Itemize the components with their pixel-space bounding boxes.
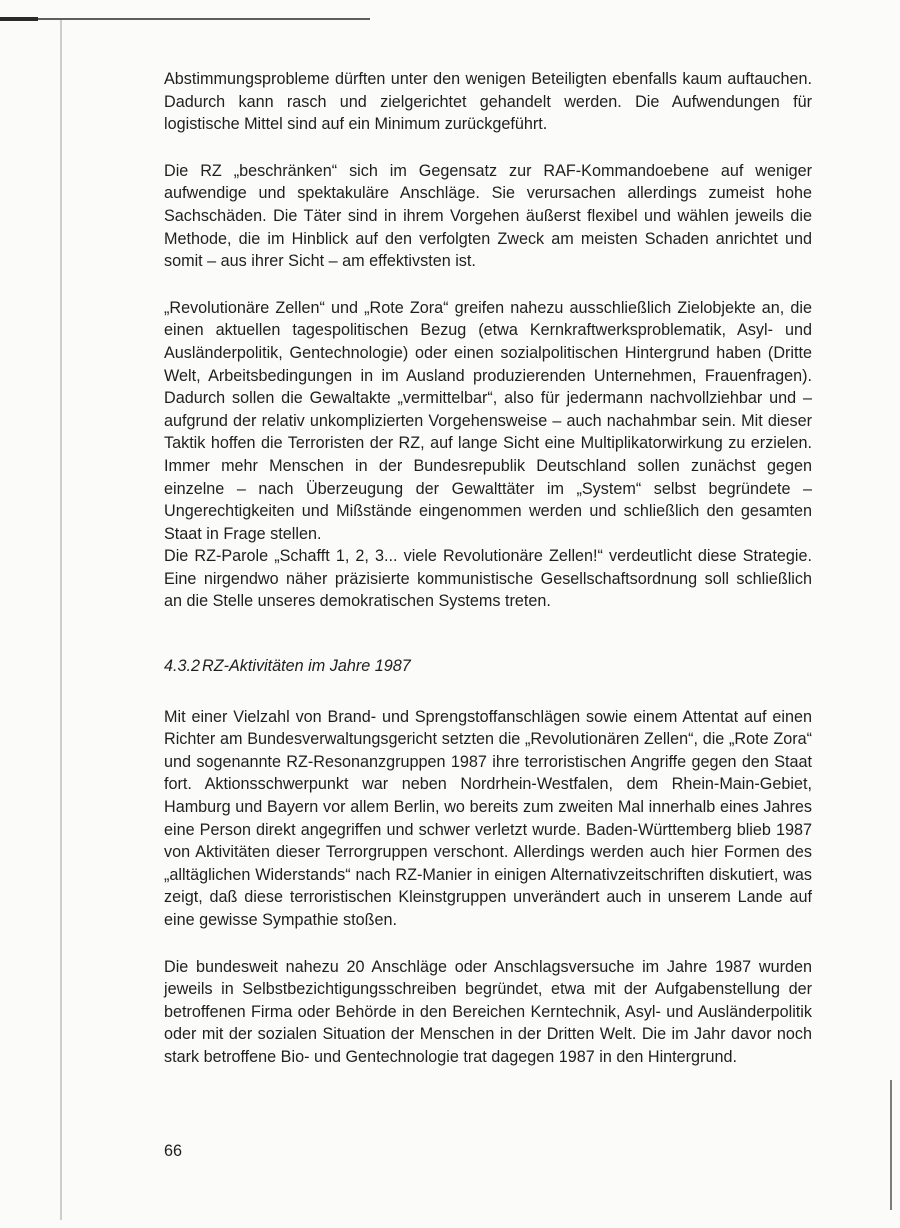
paragraph: Die bundesweit nahezu 20 Anschläge oder Anschlagsversuche im Jahre 1987 wurden jeweils in Selbstbezichtigungsschreiben begründet, etwa mit der Aufgabenstellung der betroffenen Firma oder Behörde in den Bereichen Kerntechnik, Asyl- und Ausländerpolitik oder mit der sozialen Situation der Menschen in der Dritten Welt. Die im Jahr davor noch stark betroffene Bio- und Gentechnologie trat dagegen 1987 in den Hintergrund.	[164, 957, 812, 1066]
scan-top-rule	[0, 18, 370, 20]
scan-left-edge	[60, 20, 62, 1220]
paragraph: Die RZ-Parole „Schafft 1, 2, 3... viele Revolutionäre Zellen!“ verdeutlicht diese Strategie. Eine nirgendwo näher präzisierte kommunistische Gesellschaftsordnung soll schließlich an die Stelle unseres demokratischen Systems treten.	[164, 547, 812, 611]
paragraph: Mit einer Vielzahl von Brand- und Sprengstoffanschlägen sowie einem Attentat auf einen Richter am Bundesverwaltungsgericht setzten die „Revolutionären Zellen“, die „Rote Zora“ und sogenannte RZ-Resonanzgruppen 1987 ihre terroristischen Angriffe gegen den Staat fort. Aktionsschwerpunkt war neben Nordrhein-Westfalen, dem Rhein-Main-Gebiet, Hamburg und Bayern vor allem Berlin, wo bereits zum zweiten Mal innerhalb eines Jahres eine Person direkt angegriffen und schwer verletzt wurde. Baden-Württemberg blieb 1987 von Aktivitäten dieser Terrorgruppen verschont. Allerdings werden auch hier Formen des „alltäglichen Widerstands“ nach RZ-Manier in einigen Alternativzeitschriften diskutiert, was zeigt, daß diese terroristischen Kleinstgruppen unverändert auch in unserem Lande auf eine gewisse Sympathie stoßen.	[164, 707, 812, 929]
section-title: RZ-Aktivitäten im Jahre 1987	[202, 657, 411, 676]
scan-right-edge	[890, 1080, 892, 1210]
page-number: 66	[164, 1142, 183, 1160]
paragraph: Die RZ „beschränken“ sich im Gegensatz zur RAF-Kommandoebene auf weniger aufwendige und spektakuläre Anschläge. Sie verursachen allerdings zumeist hohe Sachschäden. Die Täter sind in ihrem Vorgehen äußerst flexibel und wählen jeweils die Methode, die im Hinblick auf den verfolgten Zweck am meisten Schaden anrichtet und somit – aus ihrer Sicht – am effektivsten ist.	[164, 161, 812, 271]
page-body	[164, 68, 812, 1069]
paragraph: „Revolutionäre Zellen“ und „Rote Zora“ greifen nahezu ausschließlich Zielobjekte an, die einen aktuellen tagespolitischen Bezug (etwa Kernkraftwerksproblematik, Asyl- und Ausländerpolitik, Gentechnologie) oder einen sozialpolitischen Hintergrund haben (Dritte Welt, Arbeitsbedingungen in im Ausland produzierenden Unternehmen, Frauenfragen). Dadurch sollen die Gewaltakte „vermittelbar“, also für jedermann nachvollziehbar und – aufgrund der relativ unkomplizierten Vorgehensweise – auch nachahmbar sein. Mit dieser Taktik hoffen die Terroristen der RZ, auf lange Sicht eine Multiplikatorwirkung zu erzielen. Immer mehr Menschen in der Bundesrepublik Deutschland sollen zunächst gegen einzelne – nach Überzeugung der Gewalttäter im „System“ selbst begründete – Ungerechtigkeiten und Mißstände eingenommen werden und schließlich den gesamten Staat in Frage stellen.	[164, 298, 812, 543]
paragraph: Abstimmungsprobleme dürften unter den wenigen Beteiligten ebenfalls kaum auftauchen. Dadurch kann rasch und zielgerichtet gehandelt werden. Die Aufwendungen für logistische Mittel sind auf ein Minimum zurückgeführt.	[164, 70, 812, 134]
section-heading	[164, 655, 812, 678]
scan-top-mark	[0, 17, 38, 21]
section-number: 4.3.2	[164, 657, 201, 676]
